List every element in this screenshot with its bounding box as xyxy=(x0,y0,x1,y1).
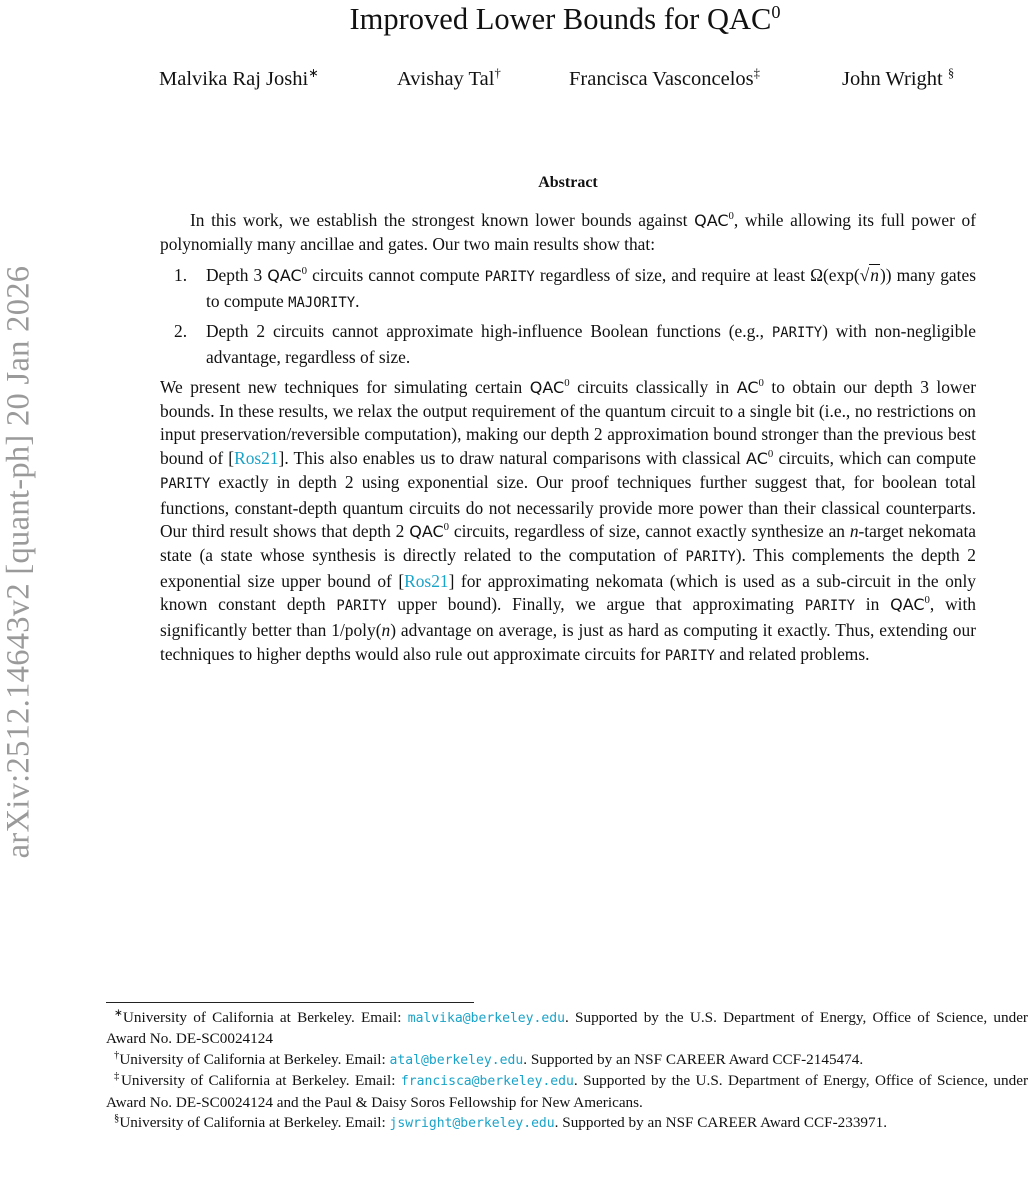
text-run: upper bound). Finally, we argue that approximating xyxy=(386,594,805,615)
author-tal xyxy=(397,68,501,91)
author-vasconcelos xyxy=(569,68,760,91)
math-variable: n xyxy=(870,265,879,285)
complexity-class: QAC xyxy=(529,378,565,397)
abstract-heading: Abstract xyxy=(538,174,598,191)
superscript: 0 xyxy=(564,377,570,390)
text-run: . Supported by the U.S. Department of Energy, Office of Science, under Award No. DE-SC0024124 and the Paul & Daisy Soros Fellowship for New Americans. xyxy=(106,1072,1029,1111)
abstract-body xyxy=(160,376,976,668)
author-mark: § xyxy=(947,66,955,81)
superscript: 0 xyxy=(767,448,774,461)
text-run: . xyxy=(355,290,360,311)
function-name: PARITY xyxy=(685,548,736,565)
text-run: ) with non-negligible advantage, regardless of size. xyxy=(206,321,976,368)
math: Ω(exp( xyxy=(810,265,860,285)
text-run: ] for approximating nekomata (which is used as a sub-circuit in the only known constant depth xyxy=(160,570,976,615)
function-name: MAJORITY xyxy=(288,294,356,311)
complexity-class: QAC xyxy=(694,211,729,230)
text-run: circuits classically in xyxy=(569,377,737,397)
text-run: in xyxy=(854,594,891,615)
list-item xyxy=(160,320,976,369)
list-number: 2. xyxy=(174,321,188,342)
author-name: Malvika Raj Joshi xyxy=(159,68,309,90)
text-run: ) advantage on average, is just as hard as computing it exactly. Thus, extending our techniques to higher depths would also rule out approximate circuits for xyxy=(160,620,976,664)
function-name: PARITY xyxy=(336,598,387,615)
math: )) xyxy=(879,265,892,285)
text-run: many gates to compute xyxy=(206,265,976,311)
text-run: Depth 2 circuits cannot approximate high-influence Boolean functions (e.g., xyxy=(206,321,772,342)
text-run: -target nekomata state (a state whose synthesis is directly related to the computation of xyxy=(160,521,977,565)
author-name: Avishay Tal xyxy=(397,68,495,90)
text-run: to obtain our depth 3 lower bounds. In these results, we relax the output requirement of the quantum circuit to a single bit (i.e., no restrictions on input preservation/reversible computation), making our depth 2 approximation bound stronger than the previous best bound of [ xyxy=(160,377,976,469)
text-run: . Supported by an NSF CAREER Award CCF-2145474. xyxy=(523,1050,864,1068)
superscript: 0 xyxy=(728,210,734,223)
text-run: circuits, which can compute xyxy=(773,448,976,469)
footnote-mark: § xyxy=(114,1112,120,1124)
citation-link[interactable]: Ros21 xyxy=(404,570,449,591)
main-results-list xyxy=(160,264,976,375)
text-run: . Supported by an NSF CAREER Award CCF-233971. xyxy=(554,1114,887,1132)
title-text: Improved Lower Bounds for QAC xyxy=(349,2,772,36)
author-joshi xyxy=(159,68,319,91)
text-run: In this work, we establish the strongest known lower bounds against xyxy=(190,210,695,230)
author-wright xyxy=(842,68,954,91)
function-name: PARITY xyxy=(804,598,855,615)
function-name: PARITY xyxy=(771,325,823,342)
text-run: We present new techniques for simulating certain xyxy=(160,377,530,397)
email-link[interactable]: francisca@berkeley.edu xyxy=(400,1074,574,1090)
author-name: John Wright xyxy=(842,68,948,90)
author-list xyxy=(150,68,990,94)
footnote-joshi xyxy=(106,1008,1028,1050)
list-number: 1. xyxy=(174,265,188,285)
text-run: . Supported by the U.S. Department of Energy, Office of Science, under Award No. DE-SC0024124 xyxy=(106,1009,1028,1048)
function-name: PARITY xyxy=(160,475,211,492)
arxiv-side-stamp xyxy=(0,0,38,1200)
footnote-mark: † xyxy=(114,1049,120,1061)
math-variable: n xyxy=(849,521,859,542)
abstract-intro-paragraph xyxy=(160,209,976,256)
superscript: 0 xyxy=(924,594,930,607)
footnote-divider xyxy=(106,1002,474,1003)
text-run: exactly in depth 2 using exponential size. Our proof techniques further suggest that, for boolean total functions, constant-depth quantum circuits do not necessarily provide more power than their classical counterparts. Our third result shows that depth 2 xyxy=(160,471,976,542)
function-name: PARITY xyxy=(664,647,715,664)
sqrt-expression xyxy=(860,264,880,285)
sqrt-symbol: √ xyxy=(859,265,870,285)
footnote-tal xyxy=(106,1050,1028,1071)
complexity-class: QAC xyxy=(890,595,925,615)
author-name: Francisca Vasconcelos xyxy=(569,68,754,90)
complexity-class: QAC xyxy=(267,266,302,285)
citation-link[interactable]: Ros21 xyxy=(234,448,279,469)
function-name: PARITY xyxy=(484,269,535,285)
list-item xyxy=(160,264,976,315)
footnote-wright xyxy=(106,1113,1028,1134)
complexity-class: QAC xyxy=(409,522,444,542)
text-run: University of California at Berkeley. Email: xyxy=(120,1072,401,1090)
text-run: , with significantly better than 1/poly( xyxy=(160,594,976,641)
complexity-class: AC xyxy=(746,449,768,469)
complexity-class: AC xyxy=(736,378,759,397)
superscript: 0 xyxy=(301,265,308,278)
author-mark: ∗ xyxy=(308,66,319,81)
superscript: 0 xyxy=(443,521,450,534)
email-link[interactable]: jswright@berkeley.edu xyxy=(389,1116,555,1132)
text-run: circuits cannot compute xyxy=(307,265,485,285)
author-mark: † xyxy=(494,66,501,81)
superscript: 0 xyxy=(758,377,764,390)
footnote-vasconcelos xyxy=(106,1071,1028,1113)
text-run: Depth 3 xyxy=(206,265,268,285)
author-mark: ‡ xyxy=(753,66,760,81)
email-link[interactable]: malvika@berkeley.edu xyxy=(407,1011,565,1026)
text-run: ]. This also enables us to draw natural comparisons with classical xyxy=(278,448,747,469)
math-variable: n xyxy=(381,620,391,641)
footnotes xyxy=(106,1008,1028,1134)
text-run: University of California at Berkeley. Email: xyxy=(119,1114,390,1132)
text-run: University of California at Berkeley. Email: xyxy=(119,1050,390,1068)
text-run: ). This complements the depth 2 exponential size upper bound of [ xyxy=(160,544,976,591)
title-superscript: 0 xyxy=(771,1,781,22)
text-run: and related problems. xyxy=(714,643,870,664)
paper-title xyxy=(100,2,1030,37)
text-run: regardless of size, and require at least xyxy=(534,265,811,285)
email-link[interactable]: atal@berkeley.edu xyxy=(389,1052,524,1068)
text-run: University of California at Berkeley. Email: xyxy=(122,1009,408,1026)
text-run: , while allowing its full power of polynomially many ancillae and gates. Our two main results show that: xyxy=(160,210,976,254)
abstract-intro xyxy=(160,209,976,256)
arxiv-id: arXiv:2512.14643v2 [quant-ph] 20 Jan 2026 xyxy=(0,265,37,859)
text-run: circuits, regardless of size, cannot exactly synthesize an xyxy=(449,521,850,542)
footnote-mark: ∗ xyxy=(114,1007,123,1019)
footnote-mark: ‡ xyxy=(114,1071,121,1083)
